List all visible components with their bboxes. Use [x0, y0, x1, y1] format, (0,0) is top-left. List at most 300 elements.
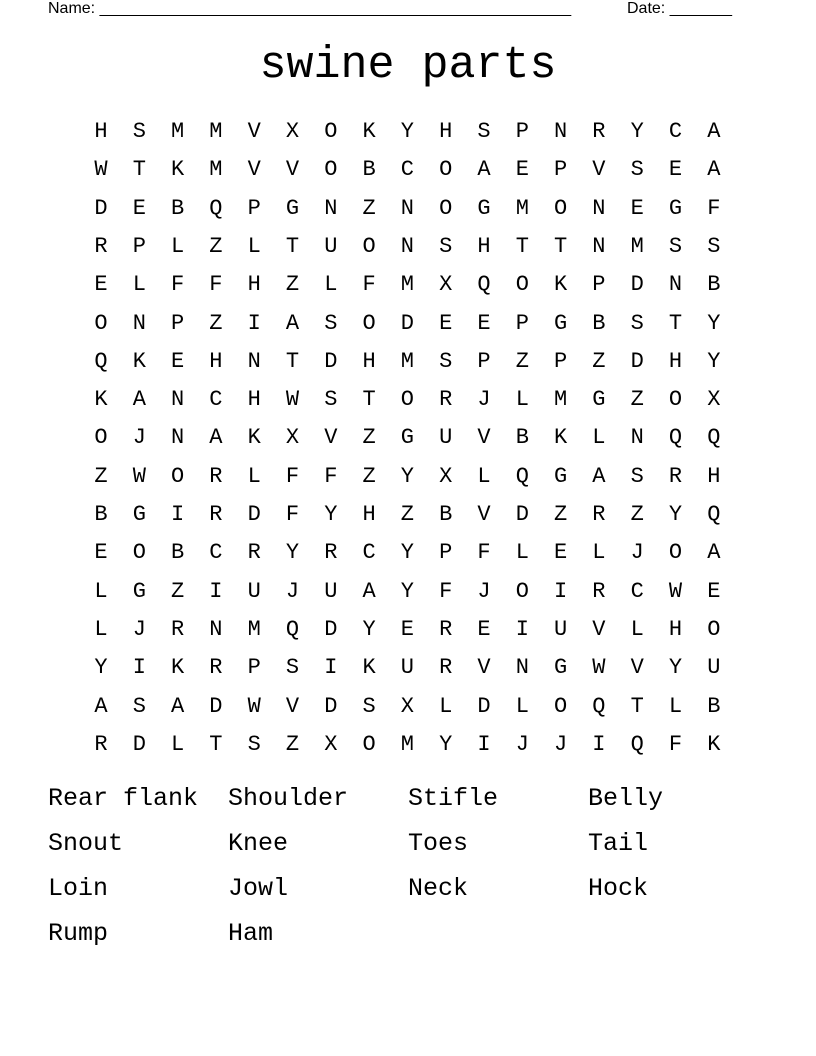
grid-letter: L: [324, 272, 338, 298]
grid-letter: A: [132, 387, 146, 413]
grid-letter: X: [285, 119, 300, 144]
grid-letter: E: [630, 195, 644, 221]
grid-letter: I: [592, 731, 606, 757]
grid-letter: G: [132, 578, 146, 604]
grid-letter: Y: [439, 731, 453, 757]
grid-letter: G: [477, 195, 491, 221]
grid-letter: A: [477, 157, 491, 183]
grid-letter: S: [668, 233, 683, 259]
name-field: Name: _____________________________________________________: [48, 0, 572, 17]
grid-letter: X: [439, 463, 453, 489]
grid-letter: P: [553, 157, 568, 183]
grid-letter: I: [209, 578, 223, 604]
word-list-item: Loin: [48, 874, 109, 903]
grid-letter: J: [132, 616, 146, 642]
grid-letter: S: [132, 693, 146, 719]
grid-letter: N: [324, 195, 338, 221]
grid-letter: J: [477, 387, 491, 413]
grid-letter: D: [630, 272, 644, 298]
grid-letter: V: [630, 655, 644, 681]
grid-letter: N: [668, 272, 683, 298]
grid-letter: Y: [668, 502, 683, 527]
grid-letter: L: [247, 233, 261, 259]
grid-letter: S: [132, 119, 146, 144]
grid-letter: M: [400, 348, 414, 374]
grid-letter: F: [324, 463, 338, 489]
grid-letter: Z: [170, 578, 185, 604]
grid-letter: P: [439, 540, 453, 566]
word-list-item: Rear flank: [48, 784, 199, 813]
grid-letter: D: [94, 195, 108, 221]
grid-letter: V: [285, 693, 300, 719]
grid-letter: Y: [400, 119, 414, 144]
grid-letter: T: [362, 387, 376, 413]
grid-letter: O: [362, 731, 376, 757]
grid-letter: J: [553, 731, 568, 757]
grid-letter: S: [630, 310, 644, 336]
grid-letter: K: [362, 655, 376, 681]
grid-letter: H: [668, 616, 683, 642]
grid-letter: O: [707, 616, 721, 642]
grid-letter: G: [285, 195, 300, 221]
grid-letter: X: [707, 387, 721, 413]
grid-letter: R: [592, 578, 606, 604]
grid-letter: S: [477, 119, 491, 144]
grid-letter: Z: [362, 425, 376, 451]
grid-letter: J: [132, 425, 146, 451]
grid-letter: P: [247, 655, 261, 681]
grid-letter: N: [553, 119, 568, 144]
grid-letter: O: [324, 157, 338, 183]
grid-letter: Y: [400, 463, 414, 489]
grid-letter: S: [439, 233, 453, 259]
grid-letter: M: [170, 119, 185, 144]
grid-letter: A: [170, 693, 185, 719]
grid-letter: M: [209, 157, 223, 183]
grid-letter: Z: [630, 387, 644, 413]
grid-letter: L: [247, 463, 261, 489]
grid-letter: O: [515, 272, 529, 298]
grid-letter: P: [132, 233, 146, 259]
grid-letter: R: [439, 616, 453, 642]
grid-letter: Z: [362, 195, 376, 221]
puzzle-title: swine parts: [259, 40, 557, 91]
grid-letter: K: [132, 348, 146, 374]
grid-letter: S: [630, 463, 644, 489]
grid-letter: R: [247, 540, 261, 566]
grid-letter: O: [439, 195, 453, 221]
grid-letter: E: [668, 157, 683, 183]
grid-letter: F: [209, 272, 223, 298]
grid-letter: O: [553, 195, 568, 221]
grid-letter: J: [285, 578, 300, 604]
grid-letter: Q: [515, 463, 529, 489]
grid-letter: C: [668, 119, 683, 144]
grid-letter: W: [247, 693, 261, 719]
grid-letter: T: [285, 233, 300, 259]
grid-letter: Y: [630, 119, 644, 144]
grid-letter: E: [439, 310, 453, 336]
grid-letter: H: [247, 272, 261, 298]
grid-letter: F: [439, 578, 453, 604]
grid-letter: V: [477, 425, 491, 451]
grid-letter: R: [668, 463, 683, 489]
grid-letter: J: [515, 731, 529, 757]
grid-letter: Q: [477, 272, 491, 298]
grid-letter: V: [324, 425, 338, 451]
grid-letter: D: [630, 348, 644, 374]
grid-letter: M: [553, 387, 568, 413]
grid-letter: R: [209, 502, 223, 527]
word-list-item: Stifle: [408, 784, 499, 813]
grid-letter: U: [553, 616, 568, 642]
grid-letter: M: [247, 616, 261, 642]
grid-letter: L: [515, 693, 529, 719]
grid-letter: I: [132, 655, 146, 681]
grid-letter: K: [362, 119, 376, 144]
grid-letter: X: [324, 731, 338, 757]
word-list-item: Rump: [48, 919, 109, 948]
grid-letter: B: [592, 310, 606, 336]
grid-letter: Y: [707, 348, 721, 374]
grid-letter: A: [285, 310, 300, 336]
grid-letter: R: [439, 655, 453, 681]
grid-letter: N: [400, 195, 414, 221]
grid-letter: H: [362, 348, 376, 374]
grid-letter: E: [515, 157, 529, 183]
grid-letter: B: [362, 157, 376, 183]
grid-letter: R: [170, 616, 185, 642]
grid-letter: A: [362, 578, 376, 604]
grid-letter: K: [170, 157, 185, 183]
grid-letter: L: [630, 616, 644, 642]
grid-letter: Q: [707, 425, 721, 451]
grid-letter: A: [707, 157, 721, 183]
grid-letter: R: [324, 540, 338, 566]
grid-letter: L: [515, 540, 529, 566]
grid-letter: F: [170, 272, 185, 298]
grid-letter: G: [553, 463, 568, 489]
grid-letter: I: [515, 616, 529, 642]
grid-letter: P: [515, 310, 529, 336]
grid-letter: R: [439, 387, 453, 413]
grid-letter: A: [707, 540, 721, 566]
grid-letter: O: [94, 425, 108, 451]
grid-letter: I: [477, 731, 491, 757]
grid-letter: J: [630, 540, 644, 566]
grid-letter: K: [94, 387, 108, 413]
grid-letter: K: [707, 731, 721, 757]
grid-letter: Q: [668, 425, 683, 451]
grid-letter: O: [668, 540, 683, 566]
grid-letter: F: [707, 195, 721, 221]
grid-letter: C: [630, 578, 644, 604]
grid-letter: O: [132, 540, 146, 566]
grid-letter: A: [707, 119, 721, 144]
grid-letter: F: [285, 502, 300, 527]
grid-letter: B: [170, 540, 185, 566]
grid-letter: X: [439, 272, 453, 298]
grid-letter: U: [324, 578, 338, 604]
word-list-item: Toes: [408, 829, 469, 858]
grid-letter: D: [247, 502, 261, 527]
grid-letter: O: [515, 578, 529, 604]
grid-letter: H: [209, 348, 223, 374]
grid-letter: D: [324, 616, 338, 642]
grid-letter: R: [94, 233, 108, 259]
grid-letter: N: [592, 233, 606, 259]
grid-letter: T: [630, 693, 644, 719]
word-list-item: Knee: [228, 829, 289, 858]
grid-letter: K: [553, 272, 568, 298]
grid-letter: L: [477, 463, 491, 489]
grid-letter: M: [400, 731, 414, 757]
grid-letter: N: [132, 310, 146, 336]
grid-letter: L: [170, 233, 185, 259]
grid-letter: B: [515, 425, 529, 451]
grid-letter: U: [400, 655, 414, 681]
grid-letter: N: [209, 616, 223, 642]
grid-letter: F: [285, 463, 300, 489]
grid-letter: H: [247, 387, 261, 413]
grid-letter: H: [668, 348, 683, 374]
grid-letter: C: [209, 540, 223, 566]
grid-letter: W: [132, 463, 146, 489]
grid-letter: E: [400, 616, 414, 642]
grid-letter: E: [170, 348, 185, 374]
grid-letter: H: [439, 119, 453, 144]
grid-letter: Z: [209, 233, 223, 259]
grid-letter: J: [477, 578, 491, 604]
grid-letter: Z: [400, 502, 414, 527]
grid-letter: T: [209, 731, 223, 757]
grid-letter: L: [94, 578, 108, 604]
grid-letter: E: [477, 310, 491, 336]
grid-letter: Z: [285, 272, 300, 298]
grid-letter: O: [362, 233, 376, 259]
grid-letter: M: [209, 119, 223, 144]
grid-letter: S: [324, 387, 338, 413]
grid-letter: V: [477, 502, 491, 527]
grid-letter: D: [324, 348, 338, 374]
grid-letter: D: [324, 693, 338, 719]
grid-letter: P: [170, 310, 185, 336]
grid-letter: N: [170, 387, 185, 413]
grid-letter: Y: [400, 578, 414, 604]
date-field: Date: _______: [627, 0, 732, 17]
grid-letter: O: [94, 310, 108, 336]
grid-letter: L: [170, 731, 185, 757]
grid-letter: Q: [94, 348, 108, 374]
grid-letter: Y: [324, 502, 338, 527]
grid-letter: N: [630, 425, 644, 451]
grid-letter: S: [362, 693, 376, 719]
grid-letter: Y: [94, 655, 108, 681]
grid-letter: C: [362, 540, 376, 566]
grid-letter: D: [400, 310, 414, 336]
grid-letter: T: [285, 348, 300, 374]
grid-letter: U: [324, 233, 338, 259]
grid-letter: E: [132, 195, 146, 221]
grid-letter: L: [592, 540, 606, 566]
grid-letter: H: [362, 502, 376, 527]
grid-letter: V: [592, 616, 606, 642]
grid-letter: V: [477, 655, 491, 681]
grid-letter: O: [362, 310, 376, 336]
grid-letter: X: [285, 425, 300, 451]
grid-letter: S: [247, 731, 261, 757]
word-list-item: Ham: [228, 919, 274, 948]
grid-letter: E: [707, 578, 721, 604]
grid-letter: A: [592, 463, 606, 489]
grid-letter: F: [477, 540, 491, 566]
grid-letter: R: [94, 731, 108, 757]
grid-letter: Z: [94, 463, 108, 489]
grid-letter: Z: [285, 731, 300, 757]
grid-letter: N: [170, 425, 185, 451]
grid-letter: R: [209, 463, 223, 489]
word-list-item: Hock: [588, 874, 649, 903]
grid-letter: I: [247, 310, 261, 336]
grid-letter: V: [247, 119, 261, 144]
grid-letter: D: [515, 502, 529, 527]
grid-letter: K: [247, 425, 261, 451]
grid-letter: L: [132, 272, 146, 298]
grid-letter: O: [668, 387, 683, 413]
grid-letter: Z: [362, 463, 376, 489]
grid-letter: R: [209, 655, 223, 681]
grid-letter: Y: [362, 616, 376, 642]
grid-letter: P: [247, 195, 261, 221]
grid-letter: N: [515, 655, 529, 681]
grid-letter: H: [94, 119, 108, 144]
grid-letter: V: [592, 157, 606, 183]
grid-letter: B: [439, 502, 453, 527]
grid-letter: R: [592, 119, 606, 144]
grid-letter: E: [553, 540, 568, 566]
grid-letter: K: [553, 425, 568, 451]
grid-letter: M: [630, 233, 644, 259]
grid-letter: U: [439, 425, 453, 451]
grid-letter: Q: [707, 502, 721, 527]
grid-letter: Y: [707, 310, 721, 336]
grid-letter: D: [132, 731, 146, 757]
grid-letter: T: [553, 233, 568, 259]
grid-letter: Y: [285, 540, 300, 566]
grid-letter: L: [592, 425, 606, 451]
grid-letter: B: [707, 272, 721, 298]
grid-letter: V: [285, 157, 300, 183]
word-list-item: Shoulder: [228, 784, 349, 813]
grid-letter: G: [400, 425, 414, 451]
grid-letter: G: [553, 655, 568, 681]
grid-letter: D: [477, 693, 491, 719]
grid-letter: P: [592, 272, 606, 298]
grid-letter: N: [400, 233, 414, 259]
grid-letter: M: [400, 272, 414, 298]
grid-letter: T: [132, 157, 146, 183]
grid-letter: Y: [400, 540, 414, 566]
grid-letter: B: [707, 693, 721, 719]
word-list-item: Tail: [588, 829, 649, 858]
grid-letter: U: [247, 578, 261, 604]
grid-letter: C: [209, 387, 223, 413]
grid-letter: Q: [630, 731, 644, 757]
grid-letter: O: [400, 387, 414, 413]
grid-letter: N: [592, 195, 606, 221]
grid-letter: D: [209, 693, 223, 719]
word-list-item: Snout: [48, 829, 124, 858]
word-list-item: Belly: [588, 784, 664, 813]
grid-letter: A: [209, 425, 223, 451]
grid-letter: W: [668, 578, 683, 604]
grid-letter: O: [170, 463, 185, 489]
grid-letter: W: [592, 655, 606, 681]
grid-letter: C: [400, 157, 414, 183]
grid-letter: Z: [515, 348, 529, 374]
grid-letter: T: [515, 233, 529, 259]
grid-letter: I: [324, 655, 338, 681]
grid-letter: R: [592, 502, 606, 527]
grid-letter: G: [668, 195, 683, 221]
grid-letter: G: [592, 387, 606, 413]
word-list-item: Neck: [408, 874, 469, 903]
grid-letter: O: [324, 119, 338, 144]
grid-letter: B: [94, 502, 108, 527]
grid-letter: L: [439, 693, 453, 719]
grid-letter: Z: [592, 348, 606, 374]
grid-letter: N: [247, 348, 261, 374]
grid-letter: O: [439, 157, 453, 183]
grid-letter: H: [707, 463, 721, 489]
grid-letter: G: [553, 310, 568, 336]
grid-letter: Q: [285, 616, 300, 642]
grid-letter: S: [324, 310, 338, 336]
grid-letter: E: [477, 616, 491, 642]
grid-letter: P: [553, 348, 568, 374]
grid-letter: U: [707, 655, 721, 681]
grid-letter: P: [477, 348, 491, 374]
grid-letter: L: [668, 693, 683, 719]
grid-letter: I: [553, 578, 568, 604]
grid-letter: H: [477, 233, 491, 259]
grid-letter: Z: [553, 502, 568, 527]
grid-letter: I: [170, 502, 185, 527]
grid-letter: S: [439, 348, 453, 374]
grid-letter: Q: [592, 693, 606, 719]
grid-letter: L: [94, 616, 108, 642]
grid-letter: Q: [209, 195, 223, 221]
grid-letter: E: [94, 540, 108, 566]
word-list-item: Jowl: [228, 874, 289, 903]
grid-letter: S: [285, 655, 300, 681]
grid-letter: F: [362, 272, 376, 298]
grid-letter: B: [170, 195, 185, 221]
grid-letter: T: [668, 310, 683, 336]
grid-letter: O: [553, 693, 568, 719]
grid-letter: V: [247, 157, 261, 183]
grid-letter: F: [668, 731, 683, 757]
grid-letter: S: [707, 233, 721, 259]
grid-letter: Y: [668, 655, 683, 681]
grid-letter: X: [400, 693, 414, 719]
grid-letter: M: [515, 195, 529, 221]
grid-letter: W: [94, 157, 108, 183]
grid-letter: Z: [630, 502, 644, 527]
grid-letter: L: [515, 387, 529, 413]
grid-letter: K: [170, 655, 185, 681]
grid-letter: S: [630, 157, 644, 183]
